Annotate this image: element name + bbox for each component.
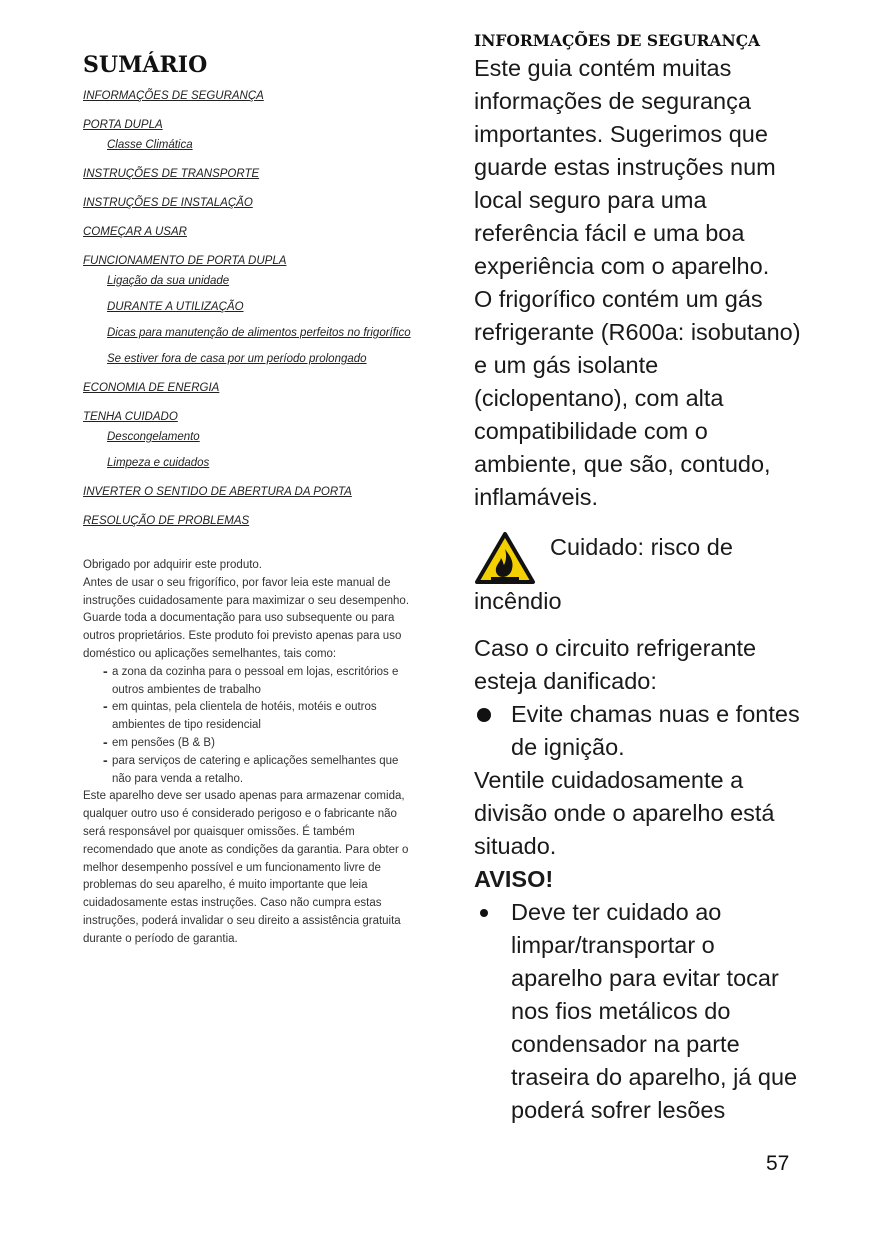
ventilate-text: Ventile cuidadosamente a divisão onde o aparelho está situado. xyxy=(474,767,775,859)
toc-item-inverter-porta[interactable]: INVERTER O SENTIDO DE ABERTURA DA PORTA xyxy=(83,486,352,498)
left-column xyxy=(83,52,413,949)
bullet-icon xyxy=(480,909,488,917)
right-column xyxy=(474,30,809,1127)
intro-before-use: Antes de usar o seu frigorífico, por favor leia este manual de instruções cuidadosamente para maximizar o seu desempenho. Guarde toda a documentação para uso subsequente ou para outros proprietários. Este produto foi previsto apenas para uso doméstico ou aplicações semelhantes, tais como: xyxy=(83,576,410,660)
list-item: - em quintas, pela clientela de hotéis, motéis e outros ambientes de tipo residencial xyxy=(103,699,413,735)
bullet-avoid-flames xyxy=(474,698,809,764)
list-item: - em pensões (B & B) xyxy=(103,735,413,753)
intro-closing: Este aparelho deve ser usado apenas para armazenar comida, qualquer outro uso é considerado perigoso e o fabricante não será responsável por quaisquer omissões. É também recomendado que anote as condições da garantia. Para obter o melhor desempenho possível e um funcionamento livre de problemas do seu aparelho, é muito importante que leia cuidadosamente estas instruções. Caso não cumpra estas instruções, poderá invalidar o seu direito a assistência gratuita durante o período de garantia. xyxy=(83,790,409,945)
toc-item-ligacao[interactable]: Ligação da sua unidade xyxy=(107,275,230,287)
intro-thanks: Obrigado por adquirir este produto. xyxy=(83,559,262,571)
toc-item-transporte[interactable]: INSTRUÇÕES DE TRANSPORTE xyxy=(83,168,260,180)
safety-para-2: O frigorífico contém um gás refrigerante (R600a: isobutano) e um gás isolante (ciclopentano), com alta compatibilidade com o ambiente, que são, contudo, inflamáveis. xyxy=(474,286,801,510)
toc-item-energia[interactable]: ECONOMIA DE ENERGIA xyxy=(83,382,220,394)
toc-item-instalacao[interactable]: INSTRUÇÕES DE INSTALAÇÃO xyxy=(83,197,253,209)
bullet-text: Evite chamas nuas e fontes de ignição. xyxy=(511,701,800,760)
bullet-condenser xyxy=(474,896,809,1127)
section-heading: INFORMAÇÕES DE SEGURANÇA xyxy=(474,31,761,50)
toc-item-funcionamento[interactable]: FUNCIONAMENTO DE PORTA DUPLA xyxy=(83,255,287,267)
warning-label: Cuidado: risco de incêndio xyxy=(474,534,733,614)
page-number: 57 xyxy=(766,1152,790,1175)
toc-item-seguranca[interactable]: INFORMAÇÕES DE SEGURANÇA xyxy=(83,90,264,102)
fire-hazard-icon xyxy=(474,531,536,585)
circuit-text: Caso o circuito refrigerante esteja danificado: xyxy=(474,635,757,694)
aviso-label: AVISO! xyxy=(474,866,554,892)
toc-item-porta-dupla[interactable]: PORTA DUPLA xyxy=(83,119,163,131)
toc-item-cuidado[interactable]: TENHA CUIDADO xyxy=(83,411,178,423)
toc-title: SUMÁRIO xyxy=(83,52,208,78)
toc-item-fora-de-casa[interactable]: Se estiver fora de casa por um período prolongado xyxy=(107,353,367,365)
safety-para-1: Este guia contém muitas informações de segurança importantes. Sugerimos que guarde estas instruções num local seguro para uma referência fácil e uma boa experiência com o aparelho. xyxy=(474,55,776,279)
toc-item-limpeza[interactable]: Limpeza e cuidados xyxy=(107,457,210,469)
toc-item-classe-climatica[interactable]: Classe Climática xyxy=(107,139,193,151)
list-item: - a zona da cozinha para o pessoal em lojas, escritórios e outros ambientes de trabalho xyxy=(103,664,413,700)
fire-warning xyxy=(474,531,809,618)
bullet-text: Deve ter cuidado ao limpar/transportar o aparelho para evitar tocar nos fios metálicos do condensador na parte traseira do aparelho, já que poderá sofrer lesões xyxy=(511,899,798,1123)
intro-text xyxy=(83,557,413,949)
toc-item-resolucao[interactable]: RESOLUÇÃO DE PROBLEMAS xyxy=(83,515,250,527)
list-item: - para serviços de catering e aplicações semelhantes que não para venda a retalho. xyxy=(103,753,413,789)
toc-item-comecar[interactable]: COMEÇAR A USAR xyxy=(83,226,187,238)
uses-list xyxy=(83,664,413,789)
toc-item-utilizacao[interactable]: DURANTE A UTILIZAÇÃO xyxy=(107,301,244,313)
toc-item-dicas[interactable]: Dicas para manutenção de alimentos perfeitos no frigorífico xyxy=(107,327,411,339)
toc-list xyxy=(83,88,413,530)
spacer xyxy=(474,618,809,632)
toc-item-descongelamento[interactable]: Descongelamento xyxy=(107,431,200,443)
bullet-icon xyxy=(477,708,491,722)
